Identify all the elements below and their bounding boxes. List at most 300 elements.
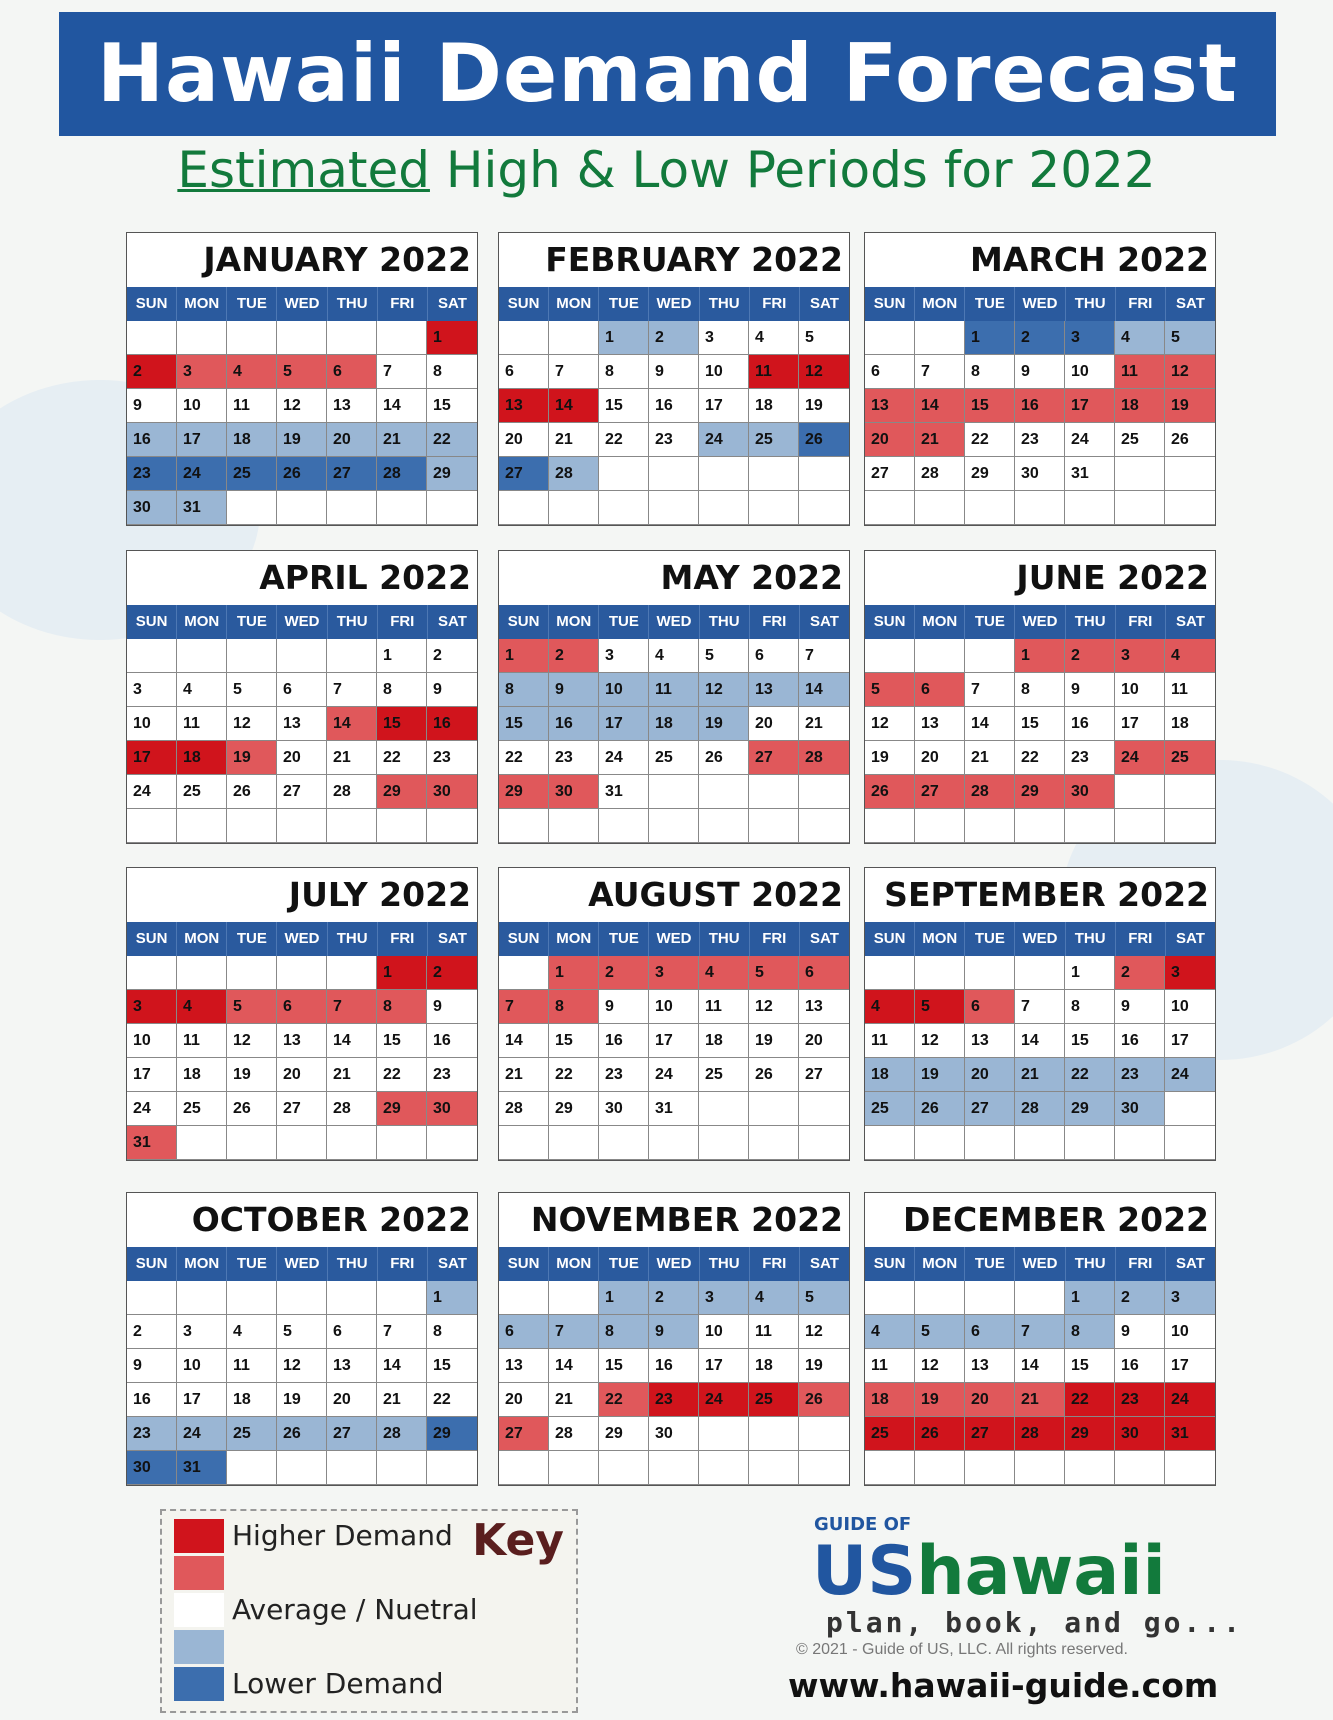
weekday-label: MON <box>549 605 599 639</box>
empty-cell <box>227 1451 277 1485</box>
day-cell: 14 <box>915 389 965 423</box>
empty-cell <box>749 1126 799 1160</box>
empty-cell <box>177 809 227 843</box>
day-cell: 26 <box>277 1417 327 1451</box>
day-cell: 18 <box>177 1058 227 1092</box>
logo-guide-of: GUIDE OF <box>814 1514 912 1535</box>
weekday-label: WED <box>277 1247 327 1281</box>
weekday-label: WED <box>277 605 327 639</box>
page-title: Hawaii Demand Forecast <box>59 12 1276 136</box>
key-label: Lower Demand <box>232 1667 444 1700</box>
weekday-label: MON <box>177 1247 227 1281</box>
empty-cell <box>799 457 849 491</box>
weekday-label: MON <box>177 605 227 639</box>
weekday-label: THU <box>328 605 378 639</box>
day-cell: 8 <box>549 990 599 1024</box>
day-cell: 5 <box>799 321 849 355</box>
month-title: OCTOBER 2022 <box>191 1200 471 1239</box>
empty-cell <box>377 1451 427 1485</box>
day-cell: 26 <box>915 1417 965 1451</box>
day-cell: 10 <box>177 1349 227 1383</box>
day-cell: 9 <box>649 355 699 389</box>
empty-cell <box>1015 956 1065 990</box>
day-cell: 20 <box>327 1383 377 1417</box>
day-cell: 6 <box>749 639 799 673</box>
day-cell: 4 <box>1115 321 1165 355</box>
day-cell: 14 <box>799 673 849 707</box>
empty-cell <box>127 809 177 843</box>
month-title: JANUARY 2022 <box>203 240 471 279</box>
day-cell: 12 <box>1165 355 1215 389</box>
day-cell: 21 <box>377 1383 427 1417</box>
weekday-label: WED <box>1015 1247 1065 1281</box>
day-cell: 20 <box>277 741 327 775</box>
weekday-label: SUN <box>865 605 915 639</box>
empty-cell <box>327 956 377 990</box>
day-cell: 12 <box>277 389 327 423</box>
day-cell: 23 <box>1115 1058 1165 1092</box>
day-cell: 11 <box>1165 673 1215 707</box>
day-cell: 26 <box>277 457 327 491</box>
day-cell: 31 <box>649 1092 699 1126</box>
day-cell: 12 <box>865 707 915 741</box>
empty-cell <box>799 491 849 525</box>
logo-hawaii: hawaii <box>916 1532 1166 1611</box>
day-cell: 7 <box>327 673 377 707</box>
key-item <box>174 1519 554 1553</box>
day-cell: 30 <box>127 491 177 525</box>
empty-cell <box>227 809 277 843</box>
day-cell: 3 <box>1165 956 1215 990</box>
empty-cell <box>865 639 915 673</box>
empty-cell <box>865 491 915 525</box>
day-cell: 9 <box>1115 1315 1165 1349</box>
day-cell: 15 <box>377 707 427 741</box>
empty-cell <box>277 321 327 355</box>
day-cell: 9 <box>549 673 599 707</box>
key-item <box>174 1556 554 1590</box>
day-cell: 25 <box>1165 741 1215 775</box>
empty-cell <box>699 1092 749 1126</box>
month-title: DECEMBER 2022 <box>903 1200 1209 1239</box>
weekday-label: THU <box>328 922 378 956</box>
day-cell: 5 <box>699 639 749 673</box>
day-cell: 25 <box>749 423 799 457</box>
key-swatch <box>174 1667 224 1701</box>
day-cell: 8 <box>499 673 549 707</box>
day-cell: 7 <box>1015 990 1065 1024</box>
day-cell: 12 <box>277 1349 327 1383</box>
day-cell: 16 <box>649 1349 699 1383</box>
empty-cell <box>699 775 749 809</box>
day-cell: 11 <box>749 1315 799 1349</box>
day-cell: 4 <box>865 1315 915 1349</box>
weekday-label: SUN <box>127 605 177 639</box>
weekday-label: FRI <box>1116 922 1166 956</box>
empty-cell <box>865 956 915 990</box>
day-cell: 7 <box>327 990 377 1024</box>
day-cell: 25 <box>227 457 277 491</box>
day-cell: 1 <box>965 321 1015 355</box>
day-cell: 22 <box>599 423 649 457</box>
empty-cell <box>1065 1451 1115 1485</box>
day-cell: 6 <box>277 673 327 707</box>
day-cell: 6 <box>965 1315 1015 1349</box>
day-cell: 19 <box>227 741 277 775</box>
weekday-label: FRI <box>750 287 800 321</box>
empty-cell <box>965 1451 1015 1485</box>
day-cell: 24 <box>127 775 177 809</box>
day-cell: 2 <box>427 639 477 673</box>
day-cell: 18 <box>1165 707 1215 741</box>
day-cell: 21 <box>327 741 377 775</box>
empty-cell <box>699 809 749 843</box>
day-grid <box>127 956 477 1160</box>
month-calendar <box>864 1192 1216 1486</box>
day-grid <box>127 639 477 843</box>
day-cell: 15 <box>965 389 1015 423</box>
day-cell: 18 <box>749 1349 799 1383</box>
day-cell: 9 <box>649 1315 699 1349</box>
day-cell: 27 <box>499 457 549 491</box>
empty-cell <box>499 1451 549 1485</box>
empty-cell <box>1115 775 1165 809</box>
day-cell: 2 <box>127 355 177 389</box>
day-cell: 9 <box>1115 990 1165 1024</box>
day-cell: 11 <box>649 673 699 707</box>
day-cell: 8 <box>377 990 427 1024</box>
weekday-label: FRI <box>378 287 428 321</box>
day-grid <box>499 956 849 1160</box>
day-cell: 27 <box>277 1092 327 1126</box>
month-calendar <box>126 232 478 526</box>
day-cell: 22 <box>377 1058 427 1092</box>
day-cell: 2 <box>1115 1281 1165 1315</box>
empty-cell <box>499 491 549 525</box>
empty-cell <box>1165 1451 1215 1485</box>
day-cell: 5 <box>915 990 965 1024</box>
day-cell: 23 <box>1065 741 1115 775</box>
weekday-header <box>865 287 1215 321</box>
day-cell: 16 <box>127 423 177 457</box>
empty-cell <box>599 1126 649 1160</box>
weekday-header <box>499 1247 849 1281</box>
day-cell: 9 <box>1015 355 1065 389</box>
weekday-label: THU <box>700 1247 750 1281</box>
day-cell: 28 <box>499 1092 549 1126</box>
day-cell: 5 <box>1165 321 1215 355</box>
day-cell: 14 <box>1015 1349 1065 1383</box>
day-cell: 4 <box>227 1315 277 1349</box>
weekday-header <box>865 1247 1215 1281</box>
day-cell: 25 <box>177 1092 227 1126</box>
empty-cell <box>649 491 699 525</box>
day-cell: 19 <box>799 389 849 423</box>
weekday-label: WED <box>1015 605 1065 639</box>
weekday-label: MON <box>177 287 227 321</box>
day-cell: 6 <box>327 355 377 389</box>
day-cell: 13 <box>865 389 915 423</box>
day-cell: 22 <box>427 423 477 457</box>
day-cell: 23 <box>649 1383 699 1417</box>
day-cell: 8 <box>965 355 1015 389</box>
day-cell: 29 <box>549 1092 599 1126</box>
day-cell: 20 <box>915 741 965 775</box>
day-grid <box>127 321 477 525</box>
weekday-label: MON <box>915 287 965 321</box>
day-cell: 17 <box>127 1058 177 1092</box>
day-cell: 16 <box>1065 707 1115 741</box>
day-cell: 23 <box>1115 1383 1165 1417</box>
key-item <box>174 1667 554 1701</box>
empty-cell <box>699 457 749 491</box>
day-cell: 19 <box>865 741 915 775</box>
empty-cell <box>499 956 549 990</box>
day-cell: 16 <box>599 1024 649 1058</box>
day-cell: 17 <box>127 741 177 775</box>
day-cell: 30 <box>599 1092 649 1126</box>
day-cell: 13 <box>327 1349 377 1383</box>
day-cell: 4 <box>1165 639 1215 673</box>
weekday-label: FRI <box>378 605 428 639</box>
day-cell: 6 <box>277 990 327 1024</box>
day-cell: 28 <box>549 1417 599 1451</box>
day-cell: 3 <box>1165 1281 1215 1315</box>
empty-cell <box>377 491 427 525</box>
day-cell: 11 <box>177 707 227 741</box>
day-cell: 1 <box>377 956 427 990</box>
empty-cell <box>1165 1092 1215 1126</box>
day-cell: 25 <box>1115 423 1165 457</box>
empty-cell <box>1015 1451 1065 1485</box>
empty-cell <box>699 491 749 525</box>
empty-cell <box>127 956 177 990</box>
day-cell: 6 <box>865 355 915 389</box>
day-cell: 27 <box>749 741 799 775</box>
day-cell: 20 <box>799 1024 849 1058</box>
weekday-label: SAT <box>437 295 467 312</box>
day-cell: 28 <box>377 457 427 491</box>
day-cell: 7 <box>549 355 599 389</box>
day-cell: 16 <box>427 1024 477 1058</box>
day-cell: 1 <box>599 321 649 355</box>
weekday-label: SAT <box>1175 613 1205 630</box>
empty-cell <box>177 956 227 990</box>
empty-cell <box>327 1126 377 1160</box>
empty-cell <box>227 1281 277 1315</box>
empty-cell <box>549 491 599 525</box>
day-cell: 11 <box>699 990 749 1024</box>
month-calendar <box>498 550 850 844</box>
day-cell: 4 <box>865 990 915 1024</box>
day-cell: 8 <box>427 1315 477 1349</box>
day-cell: 1 <box>499 639 549 673</box>
empty-cell <box>799 1092 849 1126</box>
weekday-label: THU <box>1066 1247 1116 1281</box>
day-cell: 11 <box>865 1349 915 1383</box>
empty-cell <box>549 1451 599 1485</box>
day-cell: 4 <box>749 1281 799 1315</box>
day-cell: 27 <box>327 457 377 491</box>
day-cell: 25 <box>649 741 699 775</box>
empty-cell <box>699 1417 749 1451</box>
day-cell: 7 <box>377 355 427 389</box>
weekday-label: MON <box>549 922 599 956</box>
key-label: Higher Demand <box>232 1519 453 1552</box>
day-cell: 1 <box>427 321 477 355</box>
day-cell: 24 <box>177 1417 227 1451</box>
day-cell: 16 <box>127 1383 177 1417</box>
empty-cell <box>749 809 799 843</box>
empty-cell <box>327 809 377 843</box>
day-cell: 21 <box>1015 1383 1065 1417</box>
page-subtitle <box>0 138 1333 202</box>
empty-cell <box>865 1281 915 1315</box>
month-title: NOVEMBER 2022 <box>530 1200 843 1239</box>
day-cell: 28 <box>1015 1417 1065 1451</box>
day-cell: 26 <box>227 1092 277 1126</box>
month-calendar <box>498 867 850 1161</box>
empty-cell <box>1165 1126 1215 1160</box>
day-cell: 15 <box>1065 1024 1115 1058</box>
weekday-label: FRI <box>378 1247 428 1281</box>
day-cell: 8 <box>377 673 427 707</box>
empty-cell <box>799 1451 849 1485</box>
weekday-label: MON <box>915 1247 965 1281</box>
empty-cell <box>749 1451 799 1485</box>
weekday-label: SUN <box>499 1247 549 1281</box>
day-cell: 14 <box>327 1024 377 1058</box>
day-cell: 5 <box>799 1281 849 1315</box>
weekday-label: SAT <box>1175 930 1205 947</box>
day-cell: 12 <box>699 673 749 707</box>
day-cell: 26 <box>699 741 749 775</box>
empty-cell <box>1115 491 1165 525</box>
weekday-label: SAT <box>809 295 839 312</box>
weekday-label: TUE <box>227 287 277 321</box>
day-cell: 18 <box>177 741 227 775</box>
empty-cell <box>965 639 1015 673</box>
day-cell: 25 <box>865 1417 915 1451</box>
day-cell: 22 <box>1065 1058 1115 1092</box>
day-cell: 6 <box>499 1315 549 1349</box>
empty-cell <box>749 1417 799 1451</box>
empty-cell <box>277 1126 327 1160</box>
day-cell: 3 <box>177 1315 227 1349</box>
empty-cell <box>177 1126 227 1160</box>
subtitle-emphasis: Estimated <box>177 141 430 199</box>
weekday-label: SAT <box>437 1255 467 1272</box>
day-cell: 27 <box>799 1058 849 1092</box>
empty-cell <box>1115 809 1165 843</box>
day-cell: 24 <box>699 1383 749 1417</box>
day-cell: 13 <box>499 389 549 423</box>
day-cell: 27 <box>277 775 327 809</box>
day-cell: 19 <box>749 1024 799 1058</box>
day-cell: 10 <box>1065 355 1115 389</box>
day-cell: 18 <box>1115 389 1165 423</box>
empty-cell <box>799 809 849 843</box>
day-cell: 9 <box>599 990 649 1024</box>
website-link[interactable]: www.hawaii-guide.com <box>788 1666 1219 1705</box>
day-cell: 28 <box>965 775 1015 809</box>
empty-cell <box>377 1281 427 1315</box>
day-cell: 3 <box>649 956 699 990</box>
day-cell: 13 <box>799 990 849 1024</box>
month-calendar <box>864 867 1216 1161</box>
empty-cell <box>427 1126 477 1160</box>
day-cell: 3 <box>599 639 649 673</box>
weekday-label: TUE <box>599 287 649 321</box>
day-cell: 31 <box>1065 457 1115 491</box>
day-cell: 1 <box>1065 956 1115 990</box>
day-cell: 14 <box>549 1349 599 1383</box>
weekday-label: FRI <box>1116 1247 1166 1281</box>
empty-cell <box>965 956 1015 990</box>
empty-cell <box>1015 1126 1065 1160</box>
weekday-label: WED <box>277 922 327 956</box>
day-cell: 15 <box>1015 707 1065 741</box>
day-cell: 5 <box>865 673 915 707</box>
day-cell: 26 <box>749 1058 799 1092</box>
day-cell: 26 <box>799 423 849 457</box>
day-cell: 4 <box>177 990 227 1024</box>
empty-cell <box>177 1281 227 1315</box>
day-cell: 23 <box>127 457 177 491</box>
day-cell: 19 <box>227 1058 277 1092</box>
weekday-label: FRI <box>378 922 428 956</box>
day-cell: 29 <box>1065 1092 1115 1126</box>
day-cell: 10 <box>177 389 227 423</box>
day-cell: 24 <box>1115 741 1165 775</box>
empty-cell <box>499 809 549 843</box>
day-cell: 20 <box>277 1058 327 1092</box>
day-grid <box>865 321 1215 525</box>
day-cell: 26 <box>1165 423 1215 457</box>
copyright: © 2021 - Guide of US, LLC. All rights reserved. <box>796 1641 1128 1658</box>
day-cell: 7 <box>799 639 849 673</box>
weekday-label: SAT <box>809 930 839 947</box>
day-cell: 16 <box>549 707 599 741</box>
day-cell: 24 <box>649 1058 699 1092</box>
empty-cell <box>649 1126 699 1160</box>
day-cell: 21 <box>327 1058 377 1092</box>
weekday-label: SUN <box>499 287 549 321</box>
empty-cell <box>865 1451 915 1485</box>
day-cell: 19 <box>699 707 749 741</box>
empty-cell <box>699 1126 749 1160</box>
empty-cell <box>965 491 1015 525</box>
month-title: AUGUST 2022 <box>588 875 843 914</box>
day-cell: 9 <box>427 673 477 707</box>
day-cell: 8 <box>1065 990 1115 1024</box>
day-cell: 1 <box>599 1281 649 1315</box>
day-cell: 7 <box>377 1315 427 1349</box>
month-calendar <box>498 1192 850 1486</box>
day-cell: 4 <box>749 321 799 355</box>
day-cell: 4 <box>649 639 699 673</box>
empty-cell <box>915 321 965 355</box>
day-cell: 20 <box>965 1383 1015 1417</box>
empty-cell <box>1065 809 1115 843</box>
day-cell: 6 <box>965 990 1015 1024</box>
day-cell: 9 <box>1065 673 1115 707</box>
key-swatch <box>174 1630 224 1664</box>
month-title: FEBRUARY 2022 <box>545 240 843 279</box>
weekday-label: SUN <box>127 1247 177 1281</box>
day-cell: 1 <box>1065 1281 1115 1315</box>
day-cell: 18 <box>649 707 699 741</box>
